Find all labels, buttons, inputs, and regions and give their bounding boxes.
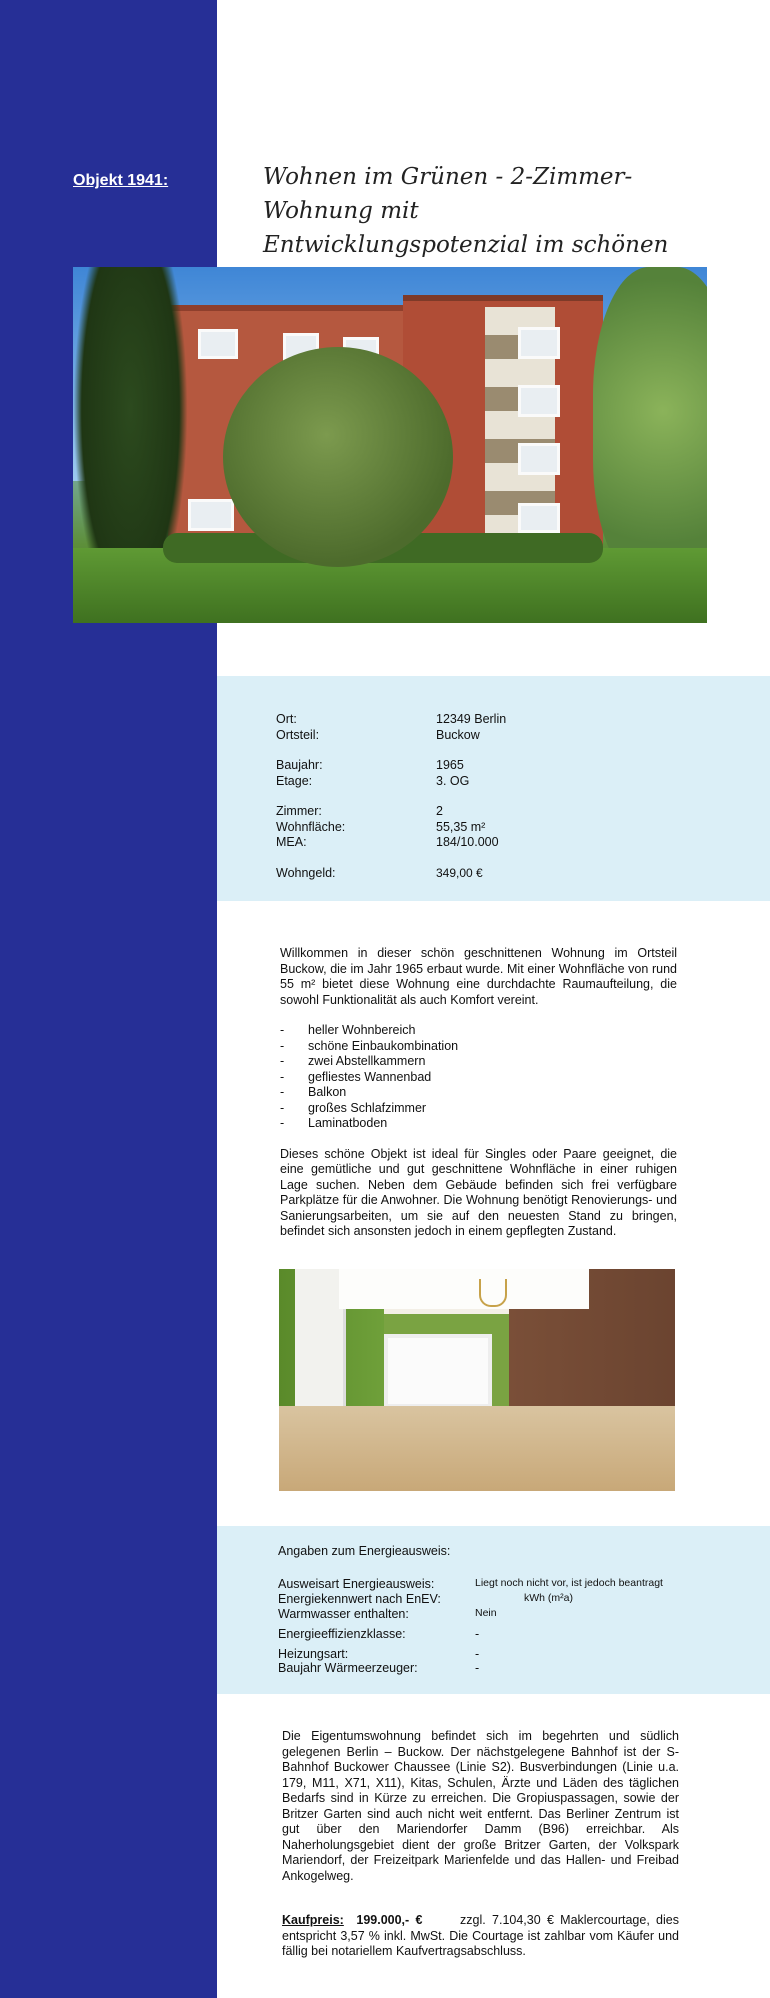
ausweisart-value: Liegt noch nicht vor, ist jedoch beantragt <box>475 1577 663 1589</box>
heizung-label: Heizungsart: <box>278 1647 349 1661</box>
zimmer-label: Zimmer: <box>276 804 322 818</box>
ortsteil-value: Buckow <box>436 727 480 742</box>
price-text: zzgl. 7.104,30 € Maklercourtage, dies entspricht 3,57 % inkl. MwSt. Die Courtage ist zahlbar vom Käufer und fällig bei notariellem Kaufvertragsabschluss. <box>282 1913 679 1958</box>
wohngeld-label: Wohngeld: <box>276 865 336 880</box>
ortsteil-label: Ortsteil: <box>276 727 320 742</box>
warmwasser-value: Nein <box>475 1607 497 1619</box>
ausweisart-label: Ausweisart Energieausweis: <box>278 1577 435 1591</box>
feature-text: Laminatboden <box>308 1116 388 1130</box>
title-line-2: Entwicklungspotenzial im schönen <box>263 232 669 258</box>
list-item <box>280 1070 677 1086</box>
feature-text: großes Schlafzimmer <box>308 1100 427 1115</box>
title-line-1: Wohnen im Grünen - 2-Zimmer-Wohnung mit <box>263 164 633 224</box>
features-list <box>280 1023 677 1132</box>
wohnflaeche-value: 55,35 m² <box>436 819 486 834</box>
zimmer-value: 2 <box>436 804 443 818</box>
price-label: Kaufpreis: <box>282 1913 344 1927</box>
ort-value: 12349 Berlin <box>436 712 507 726</box>
list-item <box>280 1054 677 1070</box>
living-room-photo <box>279 1269 675 1491</box>
ort-label: Ort: <box>276 712 297 726</box>
wohnflaeche-label: Wohnfläche: <box>276 819 346 834</box>
wohngeld-value: 349,00 € <box>436 865 483 880</box>
building-exterior-photo <box>73 267 707 623</box>
etage-value: 3. OG <box>436 773 470 788</box>
feature-text: gefliestes Wannenbad <box>308 1069 432 1084</box>
list-item <box>280 1039 677 1055</box>
description-intro: Willkommen in dieser schön geschnittenen Wohnung im Ortsteil Buckow, die im Jahr 1965 erbaut wurde. Mit einer Wohnfläche von rund 55 m² bietet diese Wohnung eine durchdachte Raumaufteilung, die sowohl Funktionalität als auch Komfort vereint. <box>280 946 677 1007</box>
price-amount: 199.000,- € <box>356 1913 423 1927</box>
bullet-marker: - <box>280 1100 285 1115</box>
feature-text: heller Wohnbereich <box>308 1023 416 1037</box>
list-item <box>280 1023 677 1039</box>
mea-value: 184/10.000 <box>436 835 499 849</box>
klasse-value: - <box>475 1627 480 1641</box>
baujahr-value: 1965 <box>436 758 464 772</box>
list-item <box>280 1116 677 1132</box>
list-item <box>280 1101 677 1117</box>
baujahr-waermeerzeuger-value: - <box>475 1661 480 1675</box>
energy-title: Angaben zum Energieausweis: <box>278 1544 451 1558</box>
bullet-marker: - <box>280 1085 285 1099</box>
description-outro: Dieses schöne Objekt ist ideal für Singles oder Paare geeignet, die eine gemütliche und gut geschnittene Wohnfläche in einer ruhigen Lage suchen. Neben dem Gebäude befinden sich frei verfügbare Parkplätze für die Anwohner. Die Wohnung benötigt Renovierungs- und Sanierungsarbeiten, um sie auf den neuesten Stand zu bringen, befindet sich ansonsten jedoch in einem gepflegten Zustand. <box>280 1146 677 1238</box>
klasse-label: Energieeffizienzklasse: <box>278 1627 406 1641</box>
warmwasser-label: Warmwasser enthalten: <box>278 1607 409 1621</box>
bullet-marker: - <box>280 1069 285 1084</box>
feature-text: Balkon <box>308 1085 347 1099</box>
bullet-marker: - <box>280 1023 285 1037</box>
baujahr-waermeerzeuger-label: Baujahr Wärmeerzeuger: <box>278 1661 418 1675</box>
etage-label: Etage: <box>276 773 313 788</box>
bullet-marker: - <box>280 1116 285 1130</box>
heizung-value: - <box>475 1647 480 1661</box>
bullet-marker: - <box>280 1054 285 1068</box>
location-text: Die Eigentumswohnung befindet sich im begehrten und südlich gelegenen Berlin – Buckow. Der nächstgelegene Bahnhof ist der S-Bahnhof Buckower Chaussee (Linie S2). Busverbindungen (Linie u.a. 179, M11, X71, X11), Kitas, Schulen, Ärzte und Läden des täglichen Bedarfs sind in Kürze zu erreichen. Die Gropiuspassagen, sowie der Britzer Garten sind auch nicht weit entfernt. Das Berliner Zentrum ist gut über den Mariendorfer Damm (B96) erreichbar. Als Naherholungsgebiet dient der große Britzer Garten, der Volkspark Mariendorf, der Freizeitpark Marienfelde und das Hallen- und Freibad Ankogelweg. <box>282 1729 679 1883</box>
description <box>280 946 677 1240</box>
price-block <box>282 1913 679 1960</box>
baujahr-label: Baujahr: <box>276 758 323 772</box>
mea-label: MEA: <box>276 835 307 849</box>
kennwert-value: kWh (m²a) <box>524 1592 573 1604</box>
object-number: Objekt 1941: <box>73 172 169 189</box>
bullet-marker: - <box>280 1038 285 1053</box>
feature-text: schöne Einbaukombination <box>308 1038 459 1053</box>
property-facts <box>276 712 606 881</box>
kennwert-label: Energiekennwert nach EnEV: <box>278 1592 441 1606</box>
list-item <box>280 1085 677 1101</box>
feature-text: zwei Abstellkammern <box>308 1054 426 1068</box>
